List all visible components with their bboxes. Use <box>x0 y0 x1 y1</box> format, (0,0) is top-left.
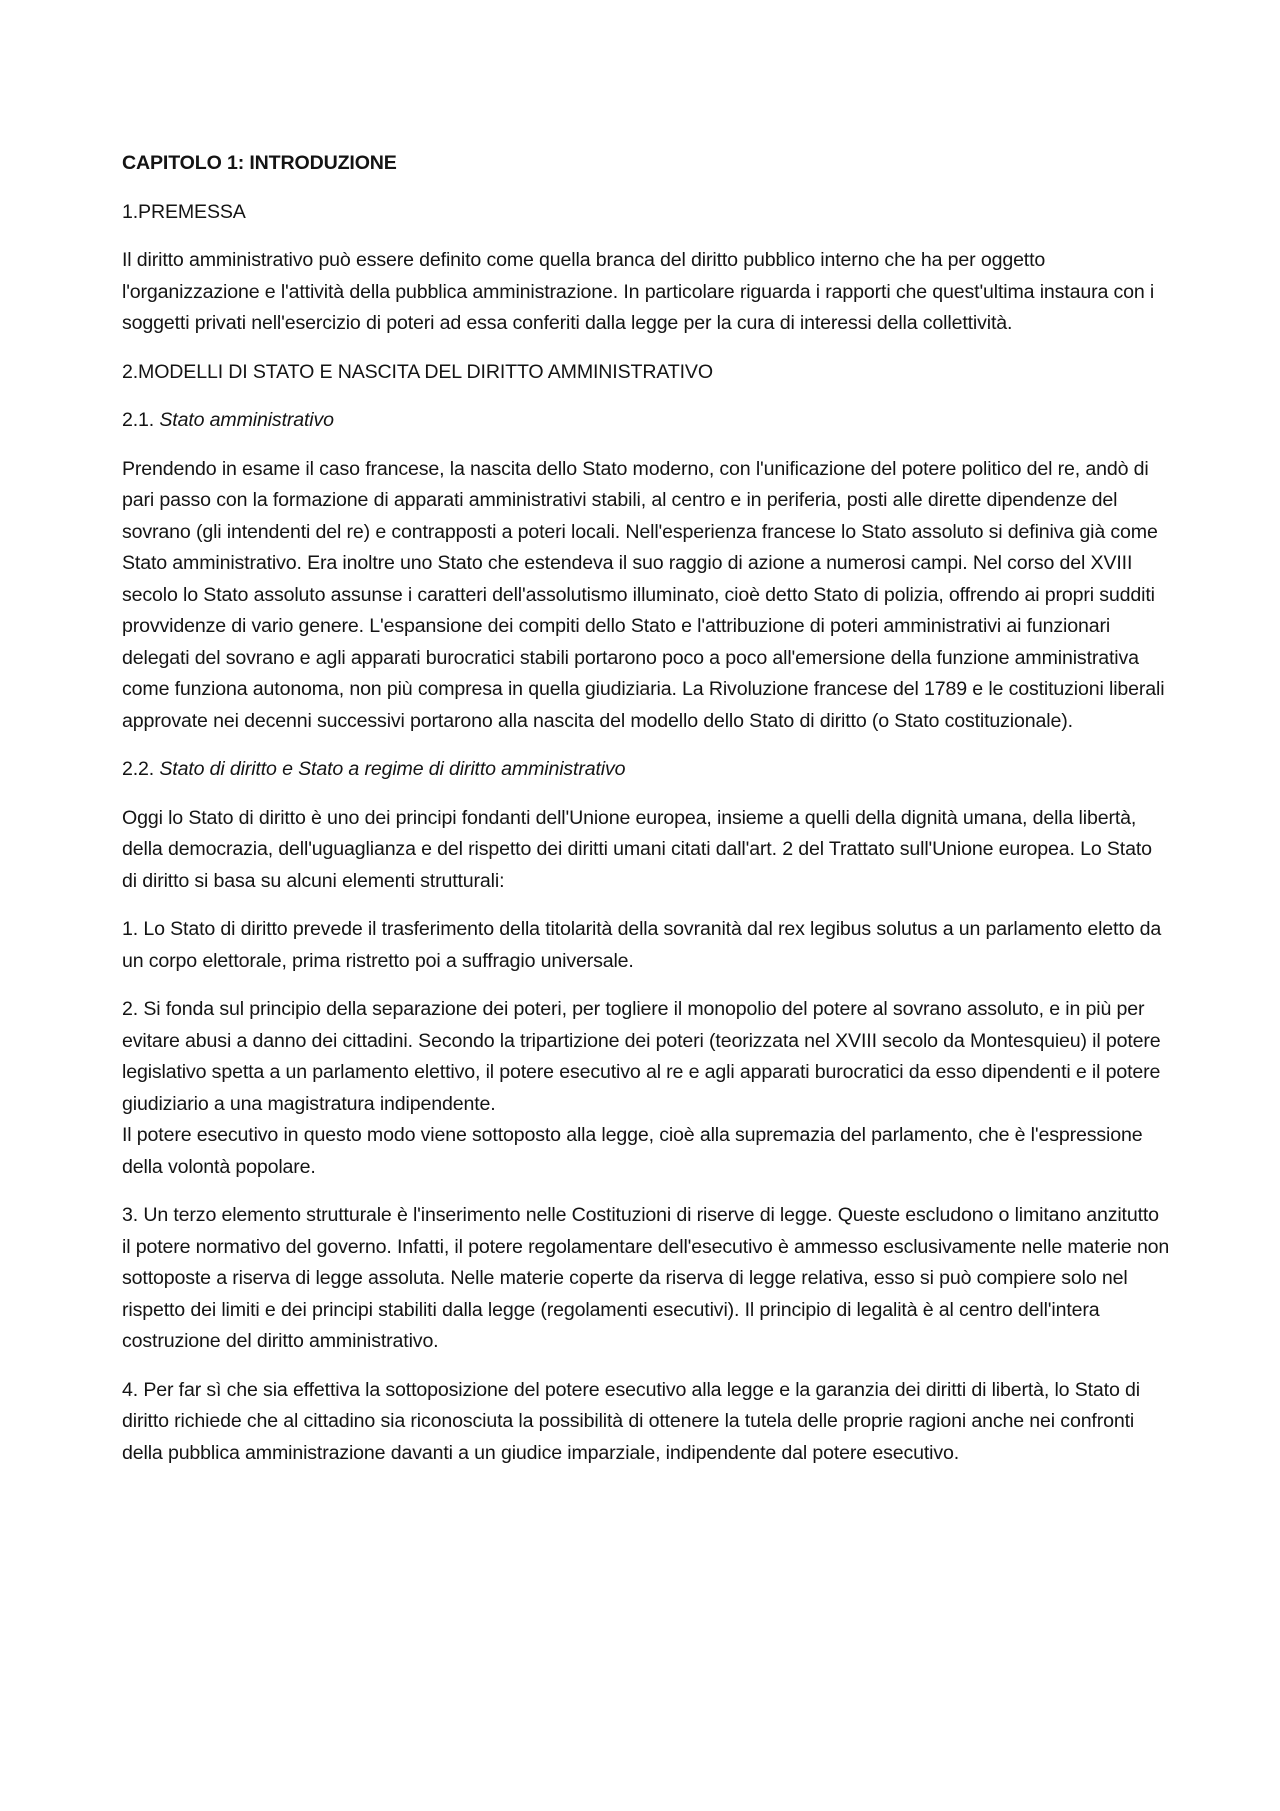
section-heading-modelli: 2.MODELLI DI STATO E NASCITA DEL DIRITTO AMMINISTRATIVO <box>122 360 713 383</box>
list-item-4: 4. Per far sì che sia effettiva la sottoposizione del potere esecutivo alla legge e la garanzia dei diritti di libertà, lo Stato di diritto richiede che al cittadino sia riconosciuta la possibilità di ottenere la tutela delle proprie ragioni anche nei confronti della pubblica amministrazione davanti a un giudice imparziale, indipendente dal potere esecutivo. <box>122 1378 1140 1464</box>
subsection-title-2-2: Stato di diritto e Stato a regime di diritto amministrativo <box>159 758 626 780</box>
section-heading-premessa: 1.PREMESSA <box>122 200 246 223</box>
subsection-heading-2-2 <box>122 754 1172 786</box>
paragraph-2-2: Oggi lo Stato di diritto è uno dei principi fondanti dell'Unione europea, insieme a quelli della dignità umana, della libertà, della democrazia, dell'uguaglianza e del rispetto dei diritti umani citati dall'art. 2 del Trattato sull'Unione europea. Lo Stato di diritto si basa su alcuni elementi strutturali: <box>122 806 1152 892</box>
paragraph-premessa: Il diritto amministrativo può essere definito come quella branca del diritto pubblico interno che ha per oggetto l'organizzazione e l'attività della pubblica amministrazione. In particolare riguarda i rapporti che quest'ultima instaura con i soggetti privati nell'esercizio di poteri ad essa conferiti dalla legge per la cura di interessi della collettività. <box>122 249 1155 334</box>
list-item-3: 3. Un terzo elemento strutturale è l'inserimento nelle Costituzioni di riserve di legge. Queste escludono o limitano anzitutto il potere normativo del governo. Infatti, il potere regolamentare dell'esecutivo è ammesso esclusivamente nelle materie non sottoposte a riserva di legge assoluta. Nelle materie coperte da riserva di legge relativa, esso si può compiere solo nel rispetto dei limiti e dei principi stabiliti dalla legge (regolamenti esecutivi). Il principio di legalità è al centro dell'intera costruzione del diritto amministrativo. <box>122 1204 1170 1352</box>
list-item-2: 2. Si fonda sul principio della separazione dei poteri, per togliere il monopolio del potere al sovrano assoluto, e in più per evitare abusi a danno dei cittadini. Secondo la tripartizione dei poteri (teorizzata nel XVIII secolo da Montesquieu) il potere legislativo spetta a un parlamento elettivo, il potere esecutivo al re e agli apparati burocratici da esso dipendenti e il potere giudiziario a una magistratura indipendente. Il potere esecutivo in questo modo viene sottoposto alla legge, cioè alla supremazia del parlamento, che è l'espressione della volontà popolare. <box>122 998 1161 1178</box>
paragraph-2-1: Prendendo in esame il caso francese, la nascita dello Stato moderno, con l'unificazione del potere politico del re, andò di pari passo con la formazione di apparati amministrativi stabili, al centro e in periferia, posti alle dirette dipendenze del sovrano (gli intendenti del re) e contrapposti a poteri locali. Nell'esperienza francese lo Stato assoluto si definiva già come Stato amministrativo. Era inoltre uno Stato che estendeva il suo raggio di azione a numerosi campi. Nel corso del XVIII secolo lo Stato assoluto assunse i caratteri dell'assolutismo illuminato, cioè detto Stato di polizia, offrendo ai propri sudditi provvidenze di vario genere. L'espansione dei compiti dello Stato e l'attribuzione di poteri amministrativi ai funzionari delegati del sovrano e agli apparati burocratici stabili portarono poco a poco all'emersione della funzione amministrativa come funziona autonoma, non più compresa in quella giudiziaria. La Rivoluzione francese del 1789 e le costituzioni liberali approvate nei decenni successivi portarono alla nascita del modello dello Stato di diritto (o Stato costituzionale). <box>122 457 1165 732</box>
subsection-number-2-2: 2.2. <box>122 758 160 780</box>
document-body <box>122 148 1172 1486</box>
subsection-heading-2-1 <box>122 405 1172 437</box>
subsection-number-2-1: 2.1. <box>122 409 160 431</box>
list-item-1: 1. Lo Stato di diritto prevede il trasferimento della titolarità della sovranità dal rex legibus solutus a un parlamento eletto da un corpo elettorale, prima ristretto poi a suffragio universale. <box>122 918 1162 972</box>
subsection-title-2-1: Stato amministrativo <box>159 409 334 431</box>
chapter-title: CAPITOLO 1: INTRODUZIONE <box>122 152 397 174</box>
